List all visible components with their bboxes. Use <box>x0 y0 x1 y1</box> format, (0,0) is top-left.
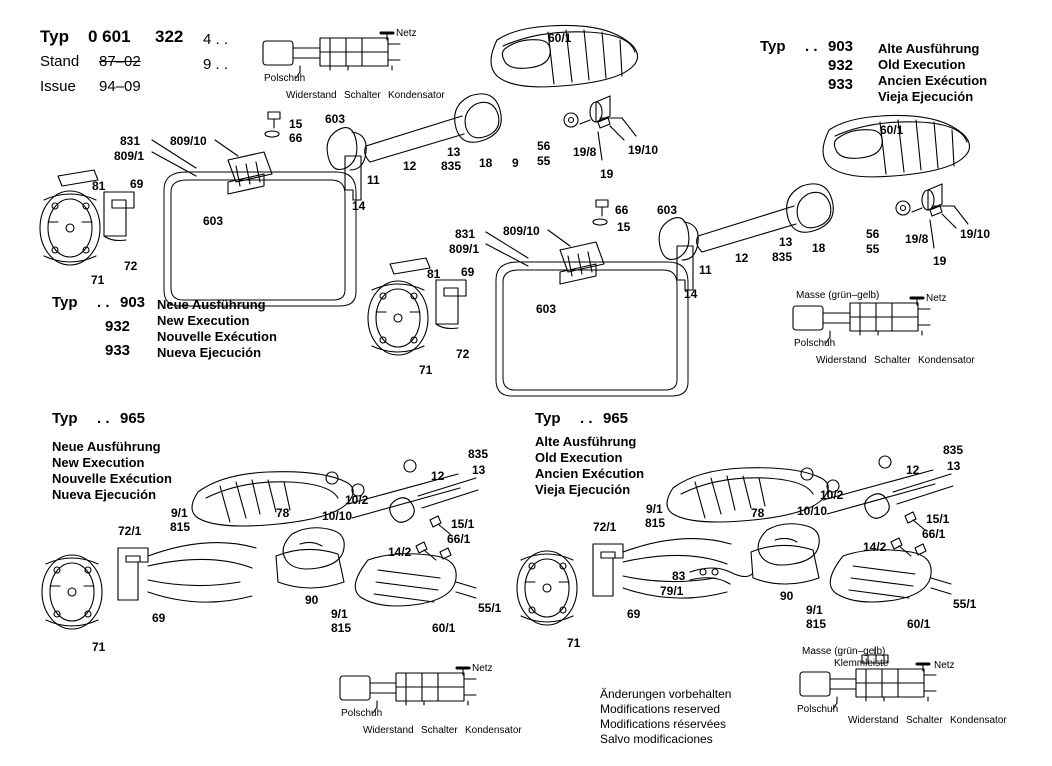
part-callout-9-1: 9/1 <box>331 607 348 621</box>
part-callout-19-8: 19/8 <box>573 145 597 159</box>
part-callout-72: 72 <box>124 259 138 273</box>
part-callout-815: 815 <box>645 516 666 530</box>
header-typ-number-d: 9 . . <box>203 56 229 73</box>
group-bottom-right-code: 965 <box>603 410 629 427</box>
part-callout-13: 13 <box>947 459 961 473</box>
part-callout-14: 14 <box>352 199 366 213</box>
part-callout-815: 815 <box>806 617 827 631</box>
part-callout-14-2: 14/2 <box>388 545 412 559</box>
group-bottom-right-line-2: Ancien Exécution <box>535 466 645 481</box>
part-callout-10-10: 10/10 <box>797 504 828 518</box>
header-typ-label: Typ <box>40 27 69 46</box>
wiring-widerstand-label-3: Widerstand <box>363 725 414 736</box>
group-top-left-line-2: Nouvelle Exécution <box>157 329 277 344</box>
group-top-left-code-2: 933 <box>105 342 131 359</box>
part-callout-831: 831 <box>120 134 141 148</box>
part-callout-13: 13 <box>447 145 461 159</box>
wiring-schalter-label-4: Schalter <box>906 715 943 726</box>
wiring-masse-label-1: Masse (grün–gelb) <box>796 290 880 301</box>
group-top-left-line-0: Neue Ausführung <box>157 297 266 312</box>
wiring-polschuh-label-4: Polschuh <box>797 704 839 715</box>
part-callout-18: 18 <box>812 241 826 255</box>
group-bottom-right-line-0: Alte Ausführung <box>535 434 637 449</box>
header-typ-number-c: 4 . . <box>203 31 229 48</box>
wiring-kondensator-label-3: Kondensator <box>465 725 522 736</box>
group-bottom-right-typ: Typ <box>535 410 561 427</box>
part-callout-835: 835 <box>943 443 964 457</box>
group-bottom-left-code: 965 <box>120 410 146 427</box>
wiring-kondensator-label-2: Kondensator <box>918 355 975 366</box>
part-callout-809-10: 809/10 <box>170 134 207 148</box>
part-callout-831: 831 <box>455 227 476 241</box>
part-callout-11: 11 <box>699 263 712 277</box>
part-callout-835: 835 <box>468 447 489 461</box>
part-callout-603: 603 <box>203 214 224 228</box>
wiring-netz-label-4: Netz <box>934 660 955 671</box>
header-typ-number-a: 0 601 <box>88 27 131 46</box>
part-callout-55-1: 55/1 <box>478 601 502 615</box>
part-callout-71: 71 <box>567 636 581 650</box>
part-callout-13: 13 <box>779 235 793 249</box>
part-callout-9-1: 9/1 <box>806 603 823 617</box>
part-callout-81: 81 <box>92 179 106 193</box>
part-callout-66-1: 66/1 <box>447 532 471 546</box>
part-callout-19: 19 <box>933 254 947 268</box>
wiring-netz-label-3: Netz <box>472 663 493 674</box>
part-callout-12: 12 <box>735 251 749 265</box>
part-callout-69: 69 <box>152 611 166 625</box>
part-callout-15: 15 <box>289 117 303 131</box>
part-callout-14: 14 <box>684 287 698 301</box>
part-callout-9-1: 9/1 <box>171 506 188 520</box>
footer-line-2: Modifications réservées <box>600 717 727 731</box>
group-bottom-left-line-0: Neue Ausführung <box>52 439 161 454</box>
wiring-netz-label-1: Netz <box>396 28 417 39</box>
group-top-right-dots: . . <box>805 38 818 55</box>
part-callout-12: 12 <box>403 159 417 173</box>
part-callout-12: 12 <box>906 463 920 477</box>
part-callout-809-1: 809/1 <box>449 242 480 256</box>
footer-line-3: Salvo modificaciones <box>600 732 713 746</box>
part-callout-13: 13 <box>472 463 486 477</box>
part-callout-815: 815 <box>331 621 352 635</box>
header-issue-label: Issue <box>40 78 76 95</box>
wiring-kondensator-label-4: Kondensator <box>950 715 1007 726</box>
part-callout-55: 55 <box>537 154 551 168</box>
part-callout-78: 78 <box>751 506 765 520</box>
part-callout-603: 603 <box>536 302 557 316</box>
part-callout-10-2: 10/2 <box>345 493 369 507</box>
part-callout-69: 69 <box>130 177 144 191</box>
part-callout-69: 69 <box>461 265 475 279</box>
part-callout-15-1: 15/1 <box>926 512 950 526</box>
group-bottom-left-line-1: New Execution <box>52 455 145 470</box>
part-callout-79-1: 79/1 <box>660 584 684 598</box>
wiring-polschuh-label-1: Polschuh <box>264 73 306 84</box>
part-callout-809-1: 809/1 <box>114 149 145 163</box>
part-callout-60-1: 60/1 <box>880 123 904 137</box>
group-top-left-code-1: 932 <box>105 318 131 335</box>
part-callout-10-10: 10/10 <box>322 509 353 523</box>
part-callout-815: 815 <box>170 520 191 534</box>
group-top-right-code-0: 903 <box>828 38 854 55</box>
part-callout-60-1: 60/1 <box>432 621 456 635</box>
part-callout-19: 19 <box>600 167 614 181</box>
part-callout-56: 56 <box>537 139 551 153</box>
part-callout-18: 18 <box>479 156 493 170</box>
part-callout-835: 835 <box>441 159 462 173</box>
part-callout-603: 603 <box>657 203 678 217</box>
footer-line-1: Modifications reserved <box>600 702 721 716</box>
wiring-masse-label-2: Masse (grün–gelb) <box>802 646 886 657</box>
wiring-schalter-label-1: Schalter <box>344 90 381 101</box>
part-callout-9-1: 9/1 <box>646 502 663 516</box>
wiring-widerstand-label-4: Widerstand <box>848 715 899 726</box>
part-callout-72-1: 72/1 <box>593 520 617 534</box>
part-callout-19-10: 19/10 <box>628 143 659 157</box>
part-callout-9: 9 <box>512 156 519 170</box>
wiring-schalter-label-3: Schalter <box>421 725 458 736</box>
group-bottom-right-line-3: Vieja Ejecución <box>535 482 631 497</box>
part-callout-12: 12 <box>431 469 445 483</box>
part-callout-78: 78 <box>276 506 290 520</box>
part-callout-66-1: 66/1 <box>922 527 946 541</box>
wiring-kondensator-label-1: Kondensator <box>388 90 445 101</box>
part-callout-15: 15 <box>617 220 631 234</box>
part-callout-81: 81 <box>427 267 441 281</box>
group-top-left-dots: . . <box>97 294 110 311</box>
part-callout-11: 11 <box>367 173 380 187</box>
part-callout-835: 835 <box>772 250 793 264</box>
footer-line-0: Änderungen vorbehalten <box>600 687 732 701</box>
wiring-widerstand-label-2: Widerstand <box>816 355 867 366</box>
part-callout-603: 603 <box>325 112 346 126</box>
group-top-left-typ: Typ <box>52 294 78 311</box>
part-callout-55-1: 55/1 <box>953 597 977 611</box>
part-callout-71: 71 <box>91 273 105 287</box>
part-callout-60-1: 60/1 <box>907 617 931 631</box>
group-bottom-left-line-2: Nouvelle Exécution <box>52 471 172 486</box>
part-callout-72-1: 72/1 <box>118 524 142 538</box>
group-bottom-right-line-1: Old Execution <box>535 450 623 465</box>
part-callout-10-2: 10/2 <box>820 488 844 502</box>
wiring-netz-label-2: Netz <box>926 293 947 304</box>
wiring-klemmleiste-label: Klemmleiste <box>834 658 889 669</box>
group-top-right-line-1: Old Execution <box>878 57 966 72</box>
part-callout-19-8: 19/8 <box>905 232 929 246</box>
group-bottom-left-dots: . . <box>97 410 110 427</box>
part-callout-809-10: 809/10 <box>503 224 540 238</box>
group-bottom-left-typ: Typ <box>52 410 78 427</box>
wiring-polschuh-label-2: Polschuh <box>794 338 836 349</box>
group-top-left-line-3: Nueva Ejecución <box>157 345 262 360</box>
part-callout-55: 55 <box>866 242 880 256</box>
group-top-right-line-0: Alte Ausführung <box>878 41 980 56</box>
wiring-widerstand-label-1: Widerstand <box>286 90 337 101</box>
header-stand-value-old: 87–02 <box>99 53 141 70</box>
group-top-left-code-0: 903 <box>120 294 146 311</box>
part-callout-83: 83 <box>672 569 686 583</box>
group-bottom-right-dots: . . <box>580 410 593 427</box>
group-top-right-code-2: 933 <box>828 76 854 93</box>
part-callout-72: 72 <box>456 347 470 361</box>
part-callout-90: 90 <box>305 593 319 607</box>
part-callout-69: 69 <box>627 607 641 621</box>
part-callout-71: 71 <box>419 363 433 377</box>
group-top-right-code-1: 932 <box>828 57 854 74</box>
wiring-schalter-label-2: Schalter <box>874 355 911 366</box>
wiring-polschuh-label-3: Polschuh <box>341 708 383 719</box>
part-callout-90: 90 <box>780 589 794 603</box>
group-top-right-line-2: Ancien Exécution <box>878 73 988 88</box>
part-callout-14-2: 14/2 <box>863 540 887 554</box>
part-callout-66: 66 <box>289 131 303 145</box>
header-issue-value: 94–09 <box>99 78 141 95</box>
header-stand-label: Stand <box>40 53 80 70</box>
part-callout-56: 56 <box>866 227 880 241</box>
group-top-right-line-3: Vieja Ejecución <box>878 89 974 104</box>
group-top-right-typ: Typ <box>760 38 786 55</box>
group-bottom-left-line-3: Nueva Ejecución <box>52 487 157 502</box>
header-typ-number-b: 322 <box>155 27 184 46</box>
part-callout-71: 71 <box>92 640 106 654</box>
part-callout-19-10: 19/10 <box>960 227 991 241</box>
part-callout-60-1: 60/1 <box>548 31 572 45</box>
part-callout-66: 66 <box>615 203 629 217</box>
group-top-left-line-1: New Execution <box>157 313 250 328</box>
part-callout-15-1: 15/1 <box>451 517 475 531</box>
